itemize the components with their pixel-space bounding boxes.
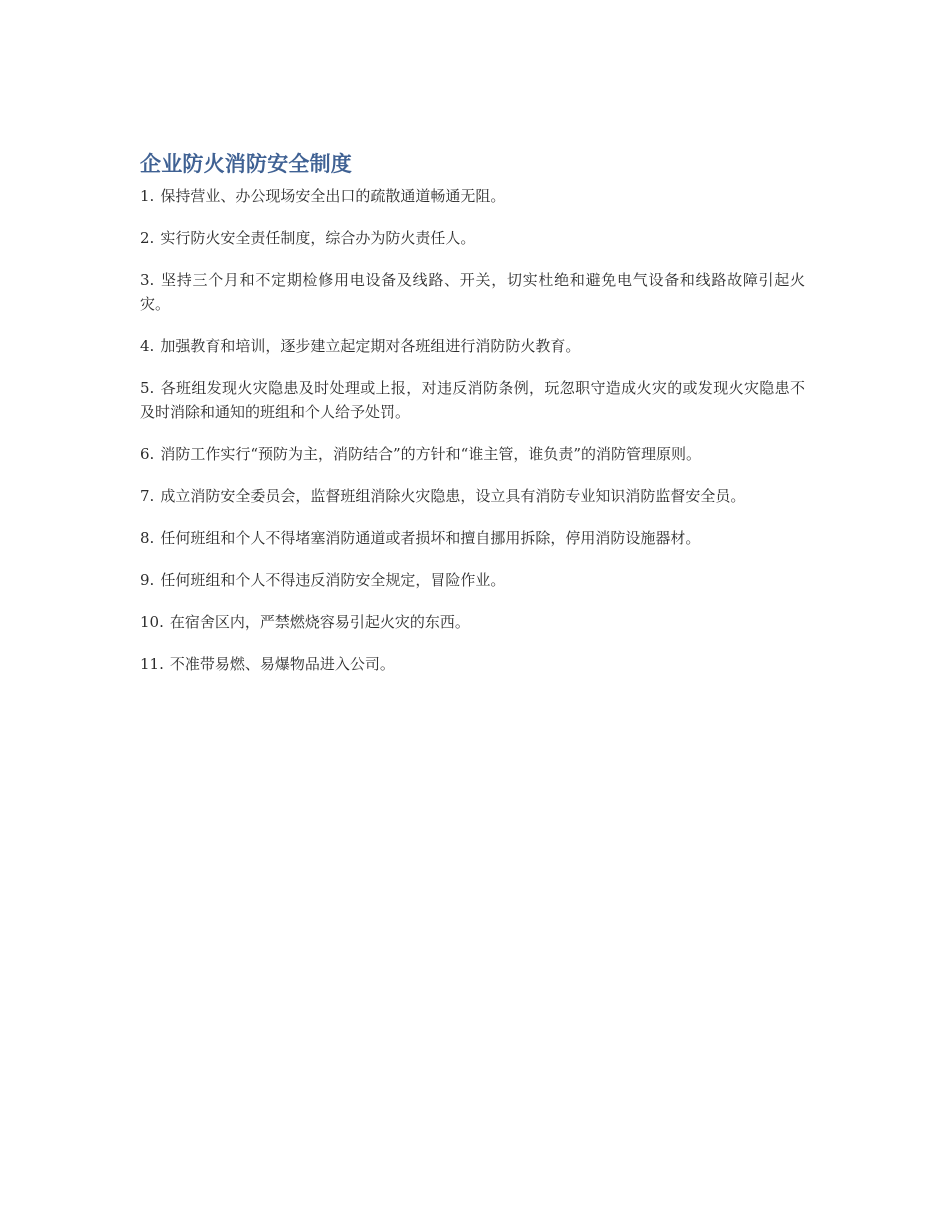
rule-item-7 xyxy=(140,484,805,508)
rule-number: 2. xyxy=(140,229,155,247)
rule-item-11 xyxy=(140,652,805,676)
rule-item-2 xyxy=(140,226,805,250)
rule-text: 任何班组和个人不得堵塞消防通道或者损坏和擅自挪用拆除，停用消防设施器材。 xyxy=(160,529,701,547)
rule-text: 坚持三个月和不定期检修用电设备及线路、开关，切实杜绝和避免电气设备和线路故障引起火灾。 xyxy=(140,271,805,313)
rule-number: 10. xyxy=(140,613,164,631)
rule-item-10 xyxy=(140,610,805,634)
document-page xyxy=(140,148,805,694)
rules-list xyxy=(140,184,805,676)
document-title: 企业防火消防安全制度 xyxy=(140,152,352,176)
rule-item-8 xyxy=(140,526,805,550)
rule-text: 在宿舍区内，严禁燃烧容易引起火灾的东西。 xyxy=(169,613,470,631)
rule-number: 8. xyxy=(140,529,155,547)
rule-item-6 xyxy=(140,442,805,466)
rule-item-5 xyxy=(140,376,805,424)
rule-number: 5. xyxy=(140,379,155,397)
rule-text: 不准带易燃、易爆物品进入公司。 xyxy=(169,655,395,673)
rule-number: 9. xyxy=(140,571,155,589)
rule-text: 成立消防安全委员会，监督班组消除火灾隐患，设立具有消防专业知识消防监督安全员。 xyxy=(160,487,746,505)
rule-text: 消防工作实行“预防为主，消防结合”的方针和“谁主管，谁负责”的消防管理原则。 xyxy=(160,445,701,463)
rule-text: 任何班组和个人不得违反消防安全规定，冒险作业。 xyxy=(160,571,506,589)
rule-number: 11. xyxy=(140,655,164,673)
rule-item-4 xyxy=(140,334,805,358)
rule-text: 保持营业、办公现场安全出口的疏散通道畅通无阻。 xyxy=(160,187,506,205)
rule-number: 4. xyxy=(140,337,155,355)
rule-text: 实行防火安全责任制度，综合办为防火责任人。 xyxy=(160,229,476,247)
rule-text: 各班组发现火灾隐患及时处理或上报，对违反消防条例，玩忽职守造成火灾的或发现火灾隐患不及时消除和通知的班组和个人给予处罚。 xyxy=(140,379,805,421)
rule-item-1 xyxy=(140,184,805,208)
rule-item-9 xyxy=(140,568,805,592)
rule-item-3 xyxy=(140,268,805,316)
rule-text: 加强教育和培训，逐步建立起定期对各班组进行消防防火教育。 xyxy=(160,337,581,355)
rule-number: 6. xyxy=(140,445,155,463)
rule-number: 3. xyxy=(140,271,155,289)
rule-number: 1. xyxy=(140,187,155,205)
rule-number: 7. xyxy=(140,487,155,505)
